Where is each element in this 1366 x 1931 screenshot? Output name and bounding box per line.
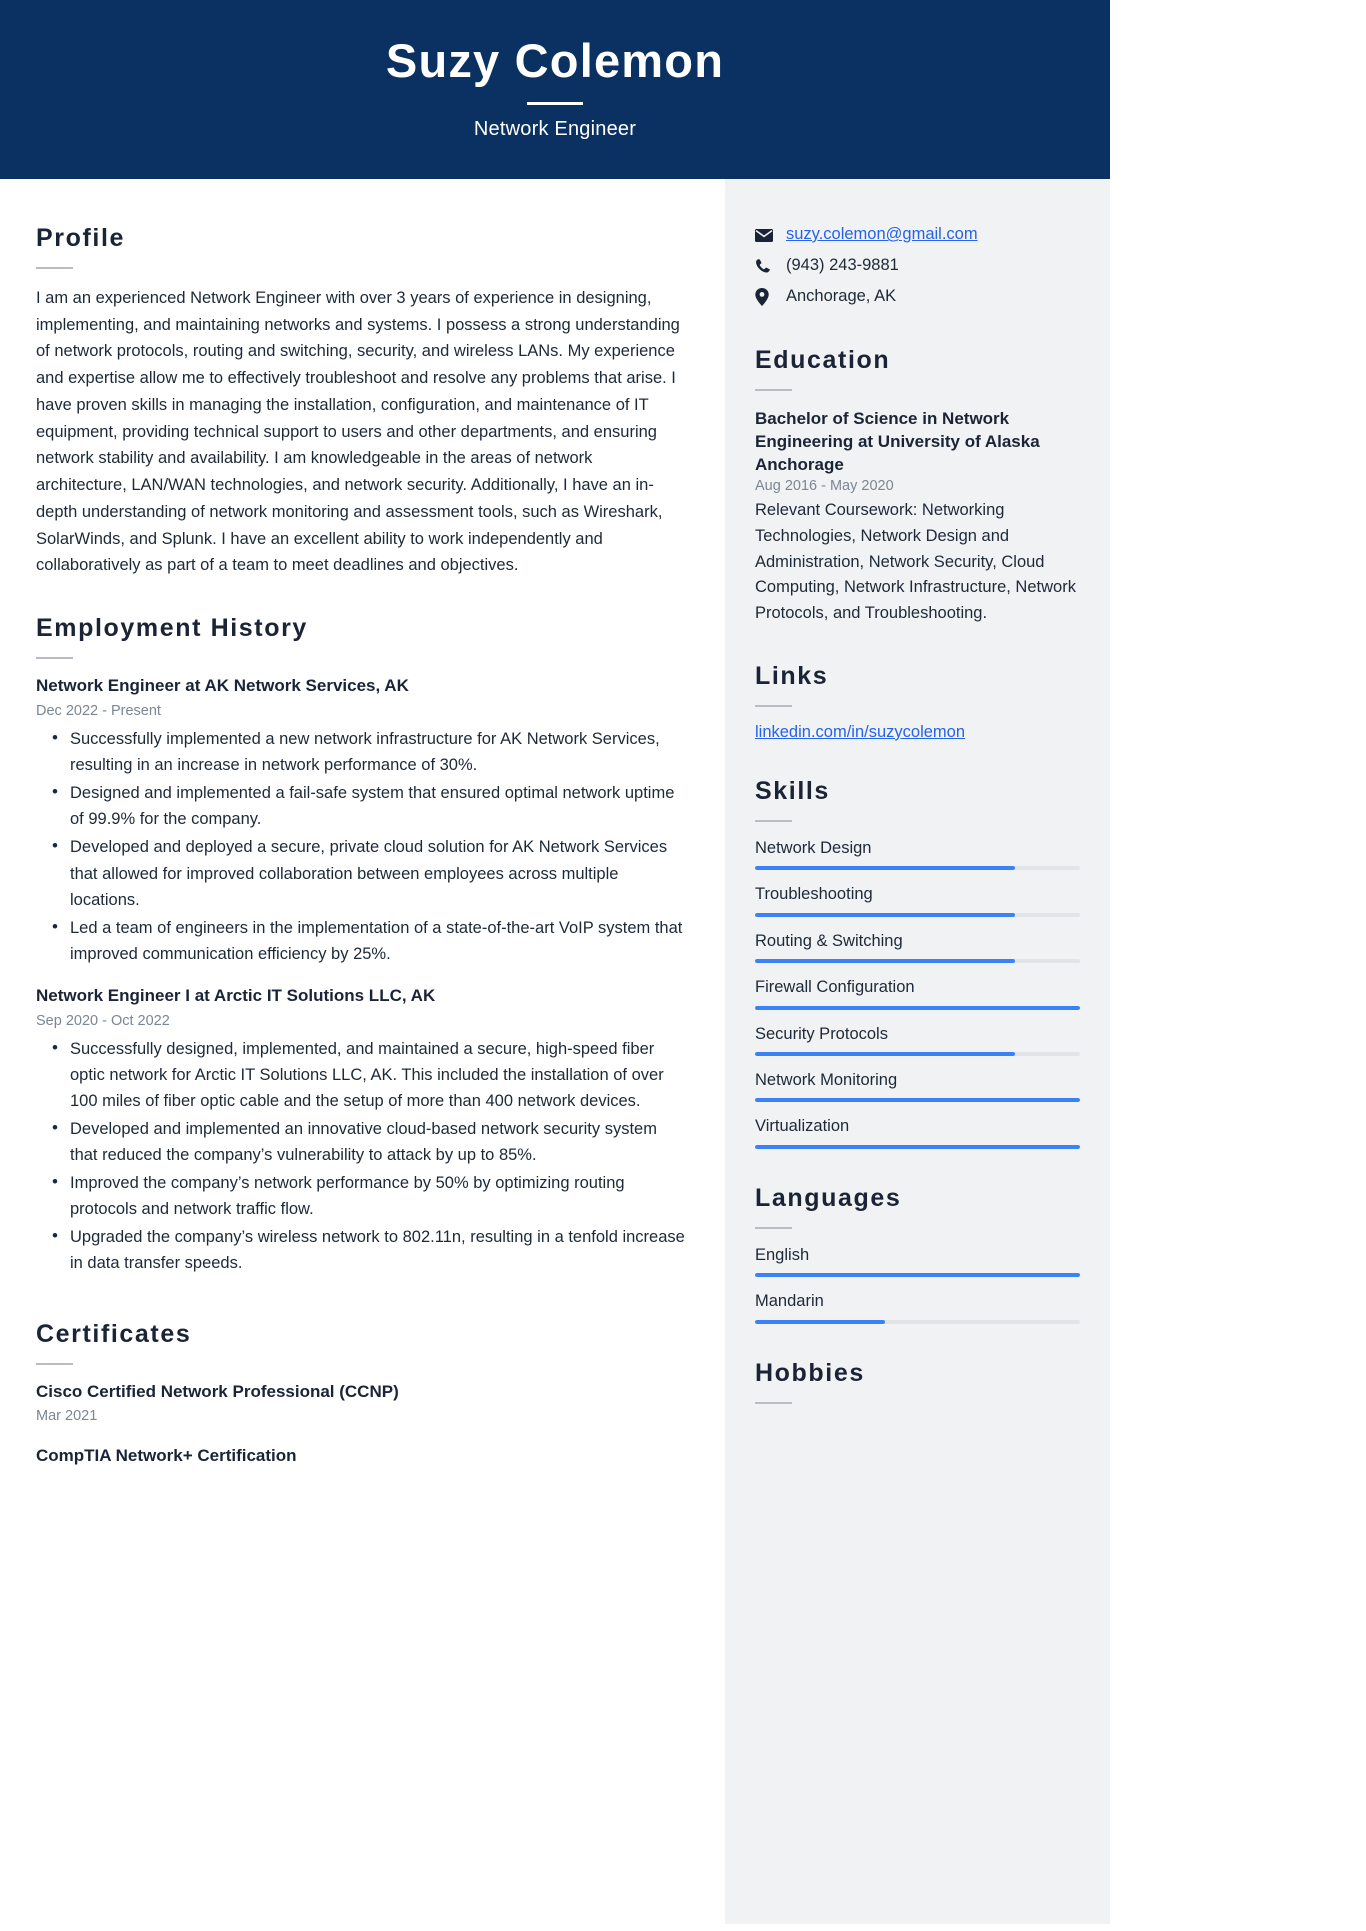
list-item: • Developed and deployed a secure, private cloud solution for AK Network Services that allowed for improved collaboration between employees across multiple locations. (70, 834, 685, 912)
header-divider (527, 102, 583, 105)
skill-bar-fill (755, 866, 1015, 870)
education-date: Aug 2016 - May 2020 (755, 478, 894, 495)
skill-bar-track (755, 1006, 1080, 1010)
skill-item (755, 931, 1080, 963)
list-item: • Upgraded the company’s wireless network to 802.11n, resulting in a tenfold increase in data transfer speeds. (70, 1224, 685, 1276)
list-item: • Designed and implemented a fail-safe system that ensured optimal network uptime of 99.9% for the company. (70, 780, 685, 832)
envelope-icon (755, 229, 777, 242)
skills-list (755, 838, 1080, 1149)
language-item (755, 1245, 1080, 1277)
employment-bullets (36, 726, 685, 967)
list-item: • Developed and implemented an innovative cloud-based network security system that reduced the company’s vulnerability to attack by up to 85%. (70, 1116, 685, 1168)
sidebar-column (725, 179, 1110, 1924)
skill-item (755, 884, 1080, 916)
skill-item (755, 1116, 1080, 1148)
section-divider (36, 1363, 73, 1365)
header-job-title: Network Engineer (473, 118, 637, 141)
employment-entry (36, 675, 685, 967)
section-links (755, 661, 1080, 742)
section-heading-languages: Languages (755, 1183, 902, 1212)
section-divider (755, 1402, 792, 1404)
employment-date: Sep 2020 - Oct 2022 (36, 1012, 170, 1029)
education-description: Relevant Coursework: Networking Technologies, Network Design and Administration, Network Security, Cloud Computing, Network Infrastructure, Network Protocols, and Troubleshooting. (755, 501, 1076, 623)
skill-bar-track (755, 1052, 1080, 1056)
contact-phone (755, 254, 1080, 278)
list-item: • Led a team of engineers in the implementation of a state-of-the-art VoIP system that improved communication efficiency by 25%. (70, 915, 685, 967)
skill-bar-track (755, 1145, 1080, 1149)
link-linkedin[interactable]: linkedin.com/in/suzycolemon (755, 722, 966, 741)
certificate-title: Cisco Certified Network Professional (CCNP) (36, 1381, 399, 1401)
skill-bar-fill (755, 1006, 1080, 1010)
contact-email-link[interactable]: suzy.colemon@gmail.com (786, 225, 978, 244)
section-heading-employment: Employment History (36, 613, 308, 642)
list-item: • Improved the company’s network performance by 50% by optimizing routing protocols and network traffic flow. (70, 1170, 685, 1222)
skill-bar-fill (755, 913, 1015, 917)
section-employment-history (36, 613, 685, 1277)
skill-label: Network Design (755, 838, 872, 857)
certificate-entry (36, 1445, 685, 1468)
section-profile (36, 223, 685, 579)
contact-list (755, 223, 1080, 309)
location-pin-icon (755, 288, 777, 306)
certificate-date: Mar 2021 (36, 1408, 98, 1425)
languages-list (755, 1245, 1080, 1324)
skill-bar-fill (755, 1052, 1015, 1056)
contact-email[interactable] (755, 223, 1080, 247)
skill-bar-track (755, 866, 1080, 870)
profile-text: I am an experienced Network Engineer with over 3 years of experience in designing, implementing, and maintaining networks and systems. I possess a strong understanding of network protocols, routing and switching, security, and wireless LANs. My experience and expertise allow me to effectively troubleshoot and resolve any problems that arise. I have proven skills in managing the installation, configuration, and maintenance of IT equipment, providing technical support to users and other departments, and ensuring network stability and availability. I am knowledgeable in the areas of network architecture, LAN/WAN technologies, and network security. Additionally, I have an in-depth understanding of network monitoring and assessment tools, such as Wireshark, SolarWinds, and Splunk. I have an excellent ability to work independently and collaboratively as part of a team to meet deadlines and objectives. (36, 289, 680, 575)
skill-bar-fill (755, 1145, 1080, 1149)
language-bar-fill (755, 1320, 885, 1324)
skill-label: Routing & Switching (755, 931, 903, 950)
certificate-title: CompTIA Network+ Certification (36, 1445, 297, 1465)
section-divider (755, 820, 792, 822)
contact-phone-value: (943) 243-9881 (786, 255, 899, 274)
section-hobbies (755, 1358, 1080, 1404)
employment-date: Dec 2022 - Present (36, 702, 161, 719)
section-languages (755, 1183, 1080, 1324)
section-divider (36, 267, 73, 269)
skill-item (755, 1070, 1080, 1102)
employment-title: Network Engineer I at Arctic IT Solutions LLC, AK (36, 985, 436, 1005)
section-heading-skills: Skills (755, 776, 830, 805)
language-bar-track (755, 1320, 1080, 1324)
skill-label: Network Monitoring (755, 1071, 898, 1089)
skill-label: Troubleshooting (755, 885, 873, 904)
skill-item (755, 1024, 1080, 1056)
section-certificates (36, 1319, 685, 1468)
list-item: • Successfully designed, implemented, and maintained a secure, high-speed fiber optic network for Arctic IT Solutions LLC, AK. This included the installation of over 100 miles of fiber optic cable and the setup of more than 400 network devices. (70, 1036, 685, 1114)
section-divider (755, 705, 792, 707)
section-heading-hobbies: Hobbies (755, 1358, 865, 1387)
language-label: Mandarin (755, 1292, 824, 1311)
education-entry (755, 407, 1080, 627)
skill-item (755, 838, 1080, 870)
section-heading-profile: Profile (36, 224, 125, 253)
resume-header (0, 0, 1110, 179)
employment-bullets (36, 1036, 685, 1277)
skill-bar-track (755, 1098, 1080, 1102)
skill-bar-fill (755, 1098, 1080, 1102)
section-education (755, 345, 1080, 627)
section-heading-certificates: Certificates (36, 1319, 192, 1348)
section-divider (755, 1227, 792, 1229)
skill-bar-track (755, 959, 1080, 963)
certificate-entry (36, 1381, 685, 1427)
employment-entry (36, 985, 685, 1277)
language-bar-fill (755, 1273, 1080, 1277)
section-divider (755, 389, 792, 391)
section-heading-links: Links (755, 661, 829, 690)
skill-label: Firewall Configuration (755, 978, 915, 997)
employment-title: Network Engineer at AK Network Services, AK (36, 675, 409, 695)
page-title: Suzy Colemon (385, 34, 725, 87)
resume-body (0, 179, 1110, 1924)
language-bar-track (755, 1273, 1080, 1277)
education-title: Bachelor of Science in Network Engineering at University of Alaska Anchorage (755, 408, 1040, 475)
contact-location (755, 285, 1080, 309)
links-list (755, 723, 1080, 742)
skill-label: Virtualization (755, 1117, 850, 1136)
main-column (0, 179, 725, 1924)
list-item: • Successfully implemented a new network infrastructure for AK Network Services, resulting in an increase in network performance of 30%. (70, 726, 685, 778)
phone-icon (755, 258, 777, 274)
contact-location-value: Anchorage, AK (786, 286, 897, 305)
section-divider (36, 657, 73, 659)
language-item (755, 1291, 1080, 1323)
skill-bar-fill (755, 959, 1015, 963)
section-heading-education: Education (755, 345, 891, 374)
skill-bar-track (755, 913, 1080, 917)
section-skills (755, 776, 1080, 1149)
language-label: English (755, 1245, 810, 1264)
skill-item (755, 977, 1080, 1009)
skill-label: Security Protocols (755, 1024, 888, 1043)
